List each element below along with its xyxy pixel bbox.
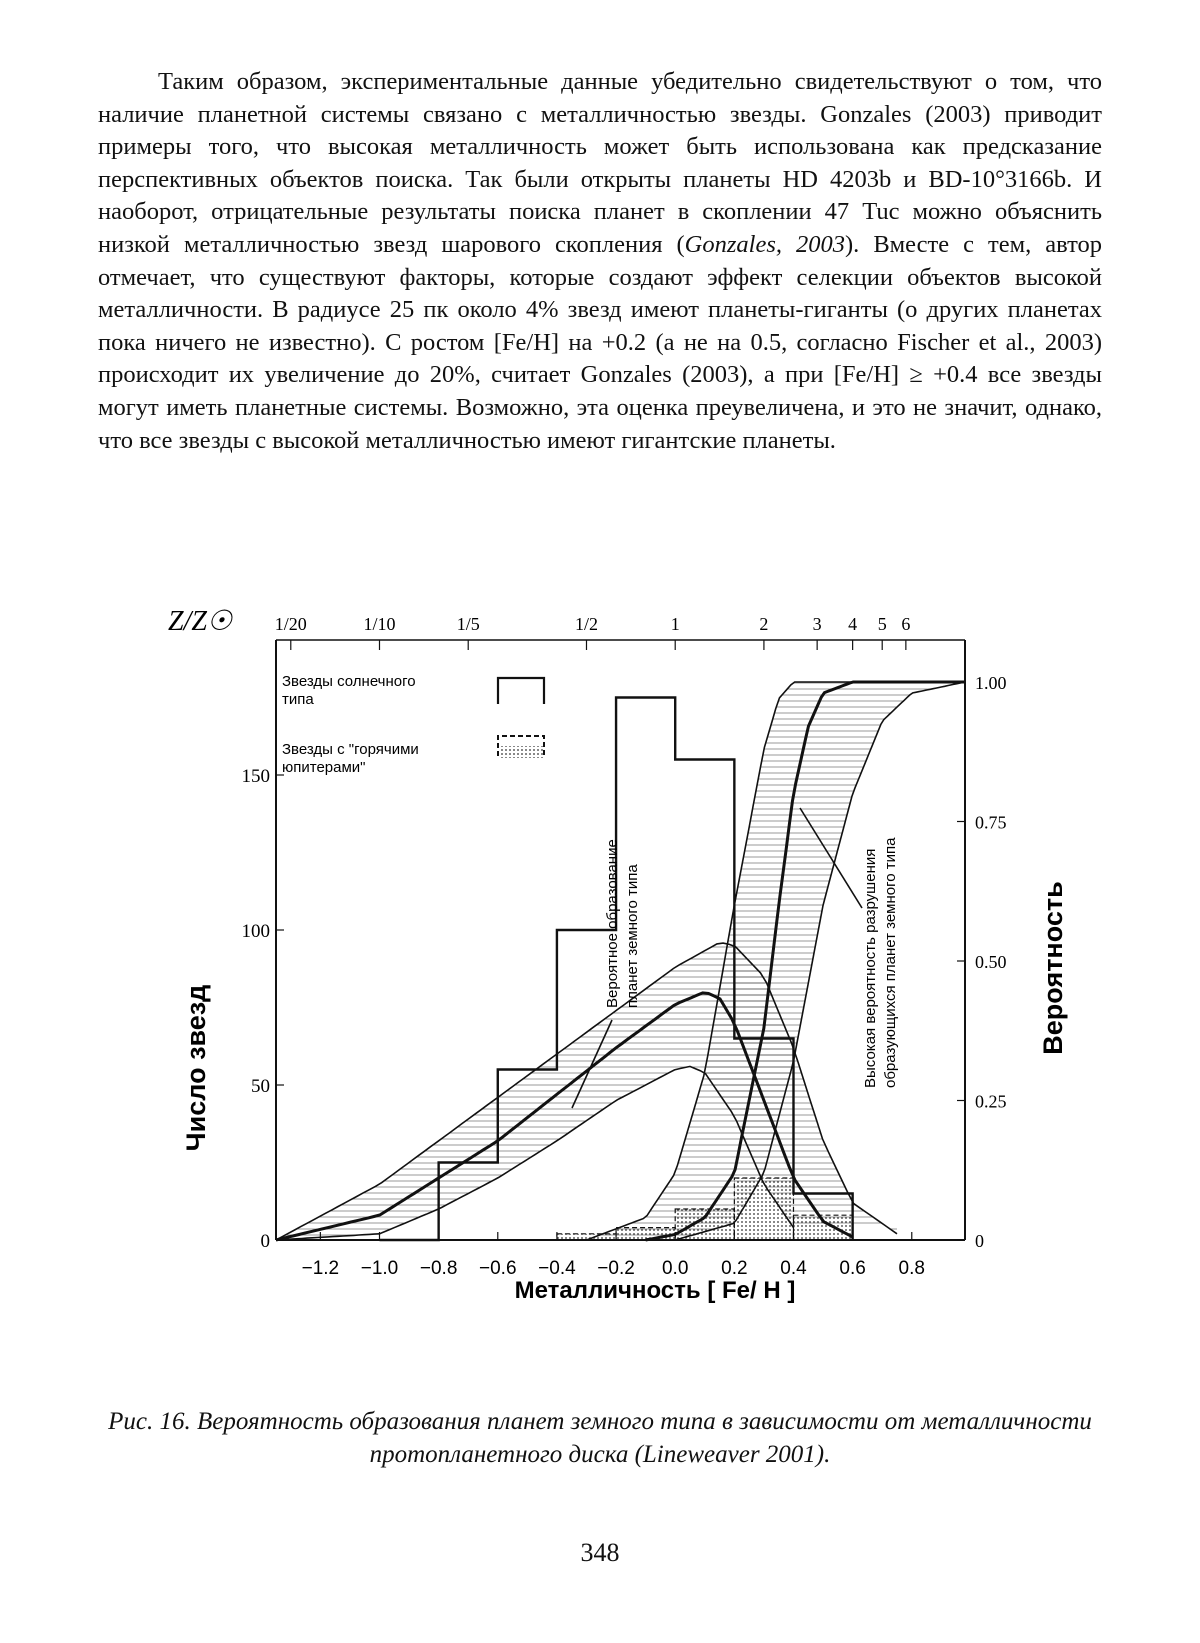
top-tick-label: 1/10 (363, 614, 396, 634)
top-tick-label: 5 (877, 614, 887, 634)
page-number: 348 (580, 1538, 620, 1567)
legend-hot-label-1: Звезды с "горячими (282, 741, 419, 758)
x-tick-label: −0.6 (479, 1258, 517, 1279)
x-axis-title: Металличность [ Fe/ H ] (514, 1277, 796, 1304)
y-tick-label: 0 (260, 1231, 270, 1252)
y2-tick-label: 0.50 (975, 952, 1007, 972)
x-tick-label: −0.2 (597, 1258, 635, 1279)
paragraph-text: Таким образом, экспериментальные данные убедительно свидетельствуют о том, что наличие планетной системы связано с металличностью звезды. Gonzales (2003) приводит примеры того, что высокая металличность может быть использована как предсказание перспективных объектов поиска. Так были открыты планеты HD 4203b и BD-10°3166b. И наоборот, отрицательные результаты поиска планет в скоплении 47 Tuc можно объяснить низкой металличностью звезд шарового скопления ( (98, 68, 1102, 258)
legend (282, 673, 544, 776)
bar-hot-jupiter (616, 1228, 675, 1240)
citation: Gonzales, 2003 (684, 230, 846, 258)
bar-hot-jupiter (675, 1209, 734, 1240)
paragraph (98, 66, 1102, 457)
paragraph-text-end: ). Вместе с тем, автор отмечает, что существуют факторы, которые создают эффект селекции объектов высокой металличности. В радиусе 25 пк около 4% звезд имеют планеты-гиганты (о других планетах пока ничего не известно). С ростом [Fe/H] на +0.2 (а не на 0.5, согласно Fischer et al., 2003) происходит их увеличение до 20%, считает Gonzales (2003), а при [Fe/H] ≥ +0.4 все звезды могут иметь планетные системы. Возможно, эта оценка преувеличена, и это не значит, однако, что все звезды с высокой металличностью имеют гигантские планеты. (98, 230, 1102, 454)
figure-caption: Рис. 16. Вероятность образования планет земного типа в зависимости от металличности протопланетного диска (Lineweaver 2001). (108, 1408, 1092, 1468)
top-tick-label: 3 (812, 614, 822, 634)
x-tick-label: 0.2 (721, 1258, 748, 1279)
x-tick-label: −1.2 (301, 1258, 340, 1279)
x-tick-label: −0.4 (538, 1258, 576, 1279)
top-tick-label: 2 (759, 614, 769, 634)
x-tick-label: 0.8 (898, 1258, 925, 1279)
body-text (98, 66, 1102, 457)
x-tick-label: −0.8 (419, 1258, 458, 1279)
top-tick-label: 4 (848, 614, 858, 634)
x-tick-label: 0.4 (780, 1258, 807, 1279)
legend-solar-label-1: Звезды солнечного (282, 673, 416, 690)
figure (0, 608, 1200, 1328)
annotation-destruction-line-2: образующихся планет земного типа (882, 837, 899, 1088)
legend-hot-label-2: юпитерами" (282, 759, 366, 776)
top-tick-label: 1 (670, 614, 680, 634)
top-axis-title: Z/Z☉ (168, 608, 233, 637)
x-tick-label: 0.6 (839, 1258, 866, 1279)
y-tick-label: 150 (241, 766, 270, 787)
legend-solar-symbol (498, 678, 544, 704)
y2-tick-label: 0.25 (975, 1091, 1007, 1112)
metallicity-chart (0, 608, 1200, 1328)
y2-axis-title: Вероятность (1038, 881, 1068, 1055)
bar-solar (498, 1070, 557, 1241)
annotation-destruction-line-1: Высокая вероятность разрушения (862, 848, 879, 1088)
top-tick-label: 6 (901, 614, 911, 634)
top-tick-label: 1/2 (574, 614, 599, 634)
y2-tick-label: 0.75 (975, 812, 1007, 833)
annotation-formation-line-2: планет земного типа (624, 864, 641, 1008)
x-tick-label: −1.0 (360, 1258, 399, 1279)
y2-tick-label: 0 (975, 1231, 984, 1251)
annotation-formation-line-1: Вероятное образование (604, 839, 621, 1008)
y-tick-label: 100 (241, 921, 270, 942)
x-tick-label: 0.0 (661, 1258, 689, 1279)
legend-solar-label-2: типа (282, 691, 314, 708)
legend-hot-fill (499, 746, 543, 758)
y-axis-title: Число звезд (181, 984, 211, 1152)
top-tick-label: 1/5 (456, 614, 480, 634)
y2-tick-label: 1.00 (975, 673, 1007, 693)
y-tick-label: 50 (251, 1076, 270, 1097)
top-tick-label: 1/20 (274, 614, 307, 634)
